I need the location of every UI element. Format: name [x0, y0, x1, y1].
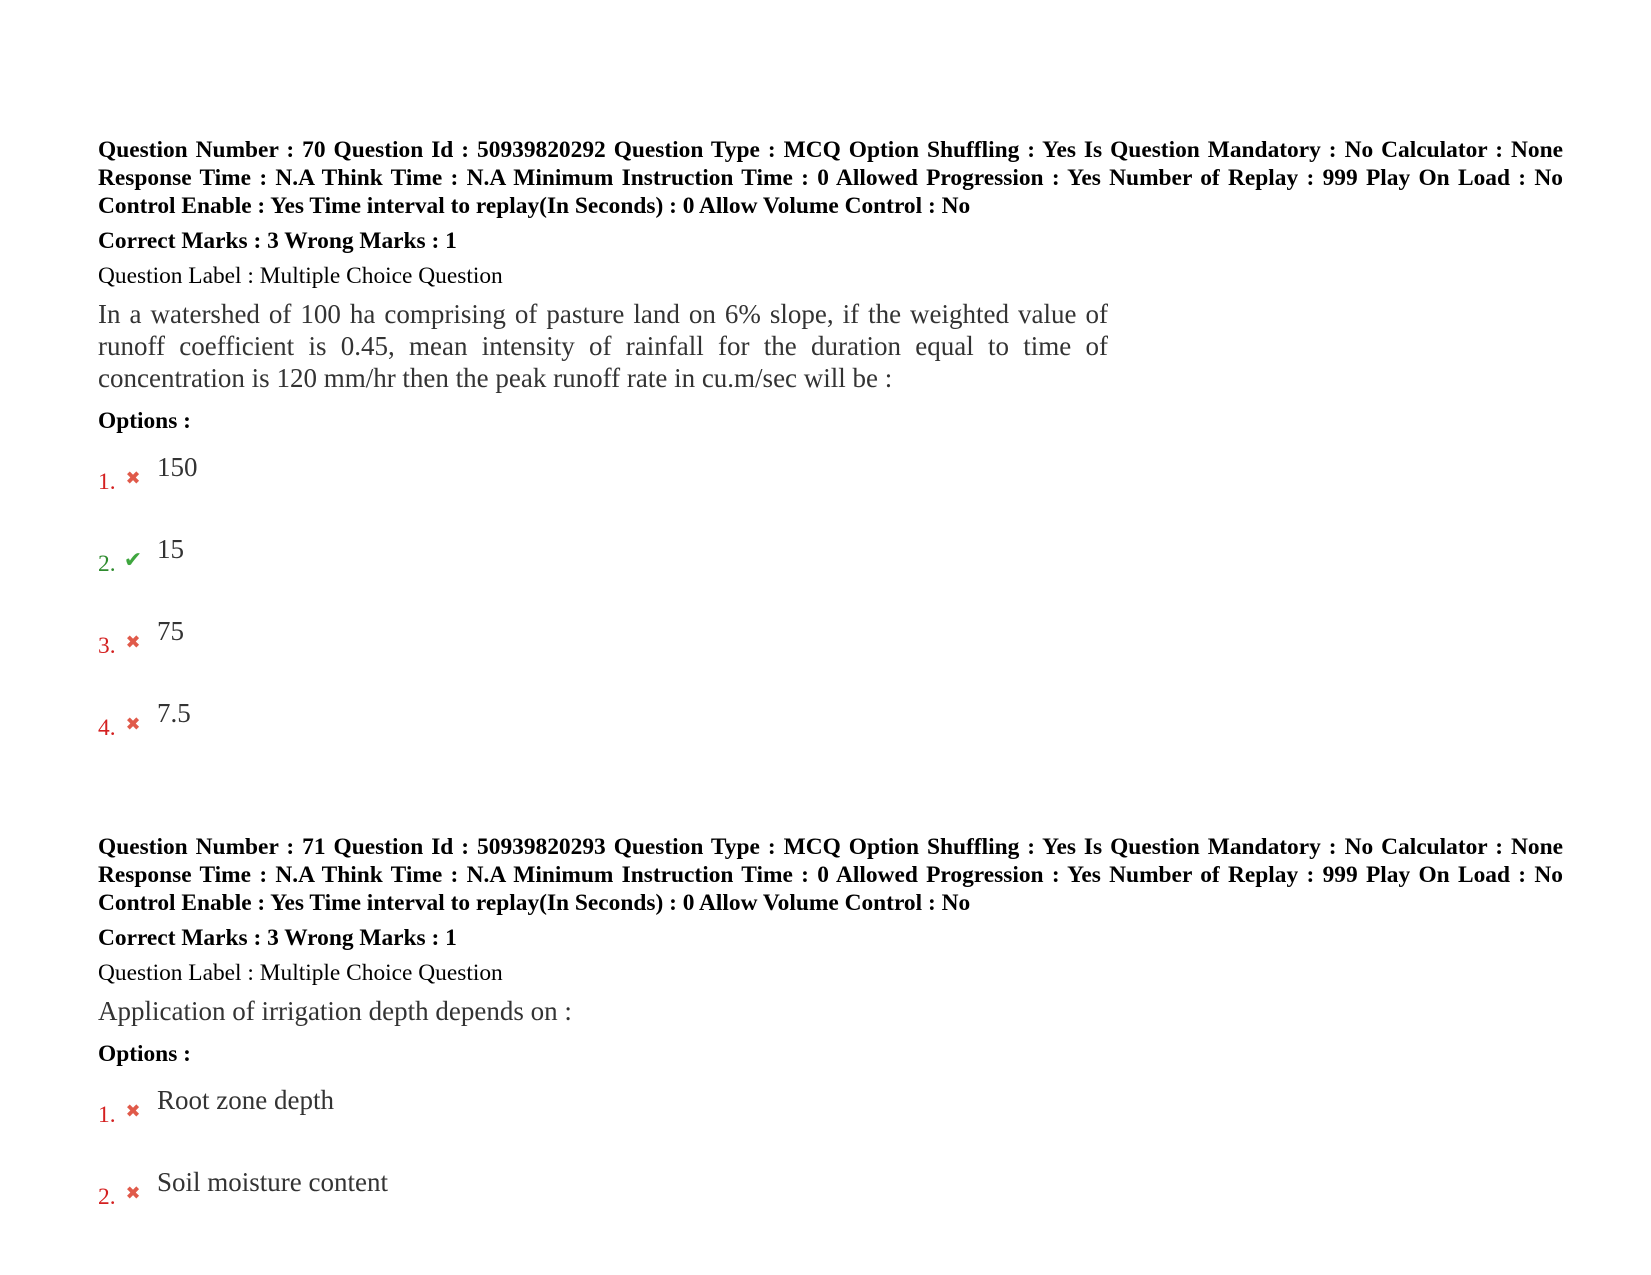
option-item — [98, 681, 1563, 763]
cross-icon: ✖ — [125, 468, 141, 489]
question-label: Question Label : Multiple Choice Question — [98, 960, 503, 986]
option-item — [98, 1068, 1563, 1150]
question-metadata: Question Number : 70 Question Id : 50939820292 Question Type : MCQ Option Shuffling : Yes Is Question Mandatory : No Calculator : None Response Time : N.A Think Time : N.A Minimum Instruction Time : 0 Allowed Progression : Yes Number of Replay : 999 Play On Load : No Control Enable : Yes Time interval to replay(In Seconds) : 0 Allow Volume Control : No — [98, 137, 1563, 219]
option-text: 75 — [157, 616, 184, 646]
options-heading: Options : — [98, 408, 191, 434]
check-icon: ✔ — [123, 548, 143, 573]
question-metadata: Question Number : 71 Question Id : 50939820293 Question Type : MCQ Option Shuffling : Yes Is Question Mandatory : No Calculator : None Response Time : N.A Think Time : N.A Minimum Instruction Time : 0 Allowed Progression : Yes Number of Replay : 999 Play On Load : No Control Enable : Yes Time interval to replay(In Seconds) : 0 Allow Volume Control : No — [98, 834, 1563, 916]
options-list — [98, 435, 1563, 763]
option-number: 2. — [98, 1184, 116, 1210]
cross-icon: ✖ — [125, 714, 141, 735]
cross-icon: ✖ — [125, 1101, 141, 1122]
question-text: Application of irrigation depth depends on : — [98, 996, 572, 1026]
option-number: 1. — [98, 1102, 116, 1128]
cross-icon: ✖ — [125, 632, 141, 653]
question-block — [98, 136, 1563, 763]
option-number: 1. — [98, 469, 116, 495]
option-number: 4. — [98, 715, 116, 741]
option-number: 3. — [98, 633, 116, 659]
cross-icon: ✖ — [125, 1183, 141, 1204]
option-item — [98, 1150, 1563, 1232]
question-marks: Correct Marks : 3 Wrong Marks : 1 — [98, 925, 457, 951]
option-item — [98, 517, 1563, 599]
question-block — [98, 833, 1563, 1232]
options-heading: Options : — [98, 1041, 191, 1067]
option-text: Soil moisture content — [157, 1167, 388, 1197]
option-number: 2. — [98, 551, 116, 577]
option-text: 150 — [157, 452, 198, 482]
option-text: 7.5 — [157, 698, 191, 728]
question-marks: Correct Marks : 3 Wrong Marks : 1 — [98, 228, 457, 254]
options-list — [98, 1068, 1563, 1232]
option-text: Root zone depth — [157, 1085, 334, 1115]
question-text: In a watershed of 100 ha comprising of pasture land on 6% slope, if the weighted value of runoff coefficient is 0.45, mean intensity of rainfall for the duration equal to time of concentration is 120 mm/hr then the peak runoff rate in cu.m/sec will be : — [98, 299, 1108, 393]
option-item — [98, 435, 1563, 517]
option-text: 15 — [157, 534, 184, 564]
option-item — [98, 599, 1563, 681]
question-label: Question Label : Multiple Choice Question — [98, 263, 503, 289]
